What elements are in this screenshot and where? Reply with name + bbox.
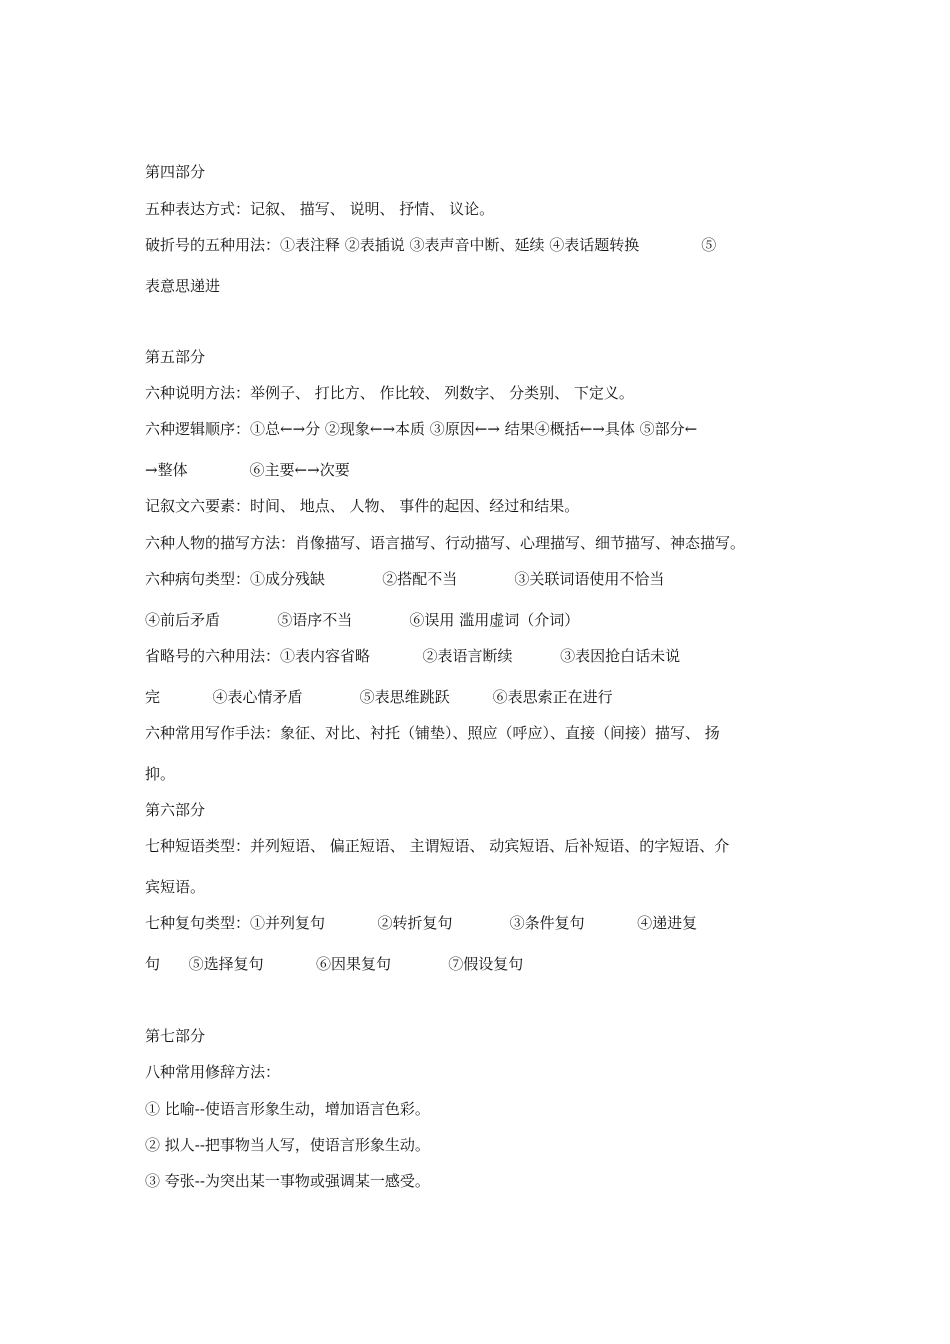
ellipsis-usage-line-1: 省略号的六种用法：①表内容省略 ②表语言断续 ③表因抢白话未说 [145, 647, 681, 665]
faulty-sentences-line-2: ④前后矛盾 ⑤语序不当 ⑥误用 滥用虚词（介词） [145, 611, 580, 629]
phrase-types-line-1: 七种短语类型：并列短语、 偏正短语、 主谓短语、 动宾短语、后补短语、的字短语、介 [145, 837, 730, 855]
phrase-types-line-2: 宾短语。 [145, 878, 206, 896]
writing-techniques-line-2: 抑。 [145, 765, 176, 783]
ellipsis-usage-line-2: 完 ④表心情矛盾 ⑤表思维跳跃 ⑥表思索正在进行 [145, 688, 613, 706]
complex-sentences-line-1: 七种复句类型：①并列复句 ②转折复句 ③条件复句 ④递进复 [145, 914, 698, 932]
faulty-sentences-line-1: 六种病句类型：①成分残缺 ②搭配不当 ③关联词语使用不恰当 [145, 570, 665, 588]
rhetoric-item: ③ 夸张--为突出某一事物或强调某一感受。 [145, 1172, 430, 1190]
section-heading-6: 第六部分 [145, 801, 206, 819]
rhetoric-title: 八种常用修辞方法： [145, 1063, 281, 1081]
writing-techniques-line-1: 六种常用写作手法：象征、对比、衬托（铺垫）、照应（呼应）、直接（间接）描写、 扬 [145, 724, 720, 742]
logic-order-line-2: →整体 ⑥主要←→次要 [145, 461, 350, 479]
rhetoric-item: ② 拟人--把事物当人写，使语言形象生动。 [145, 1136, 430, 1154]
logic-order-line-1: 六种逻辑顺序：①总←→分 ②现象←→本质 ③原因←→ 结果④概括←→具体 ⑤部分← [145, 420, 698, 438]
section-heading-4: 第四部分 [145, 163, 206, 181]
dash-usage-line-2: 表意思递进 [145, 277, 221, 295]
dash-usage-line-1: 破折号的五种用法：①表注释 ②表插说 ③表声音中断、延续 ④表话题转换 ⑤ [145, 236, 717, 254]
section-heading-5: 第五部分 [145, 348, 206, 366]
expression-modes-line: 五种表达方式：记叙、 描写、 说明、 抒情、 议论。 [145, 200, 495, 218]
rhetoric-item: ① 比喻--使语言形象生动，增加语言色彩。 [145, 1100, 430, 1118]
character-description-line: 六种人物的描写方法：肖像描写、语言描写、行动描写、心理描写、细节描写、神态描写。 [145, 534, 746, 552]
narrative-elements-line: 记叙文六要素：时间、 地点、 人物、 事件的起因、经过和结果。 [145, 497, 580, 515]
section-heading-7: 第七部分 [145, 1027, 206, 1045]
explanation-methods-line: 六种说明方法：举例子、 打比方、 作比较、 列数字、 分类别、 下定义。 [145, 384, 634, 402]
complex-sentences-line-2: 句 ⑤选择复句 ⑥因果复句 ⑦假设复句 [145, 955, 524, 973]
